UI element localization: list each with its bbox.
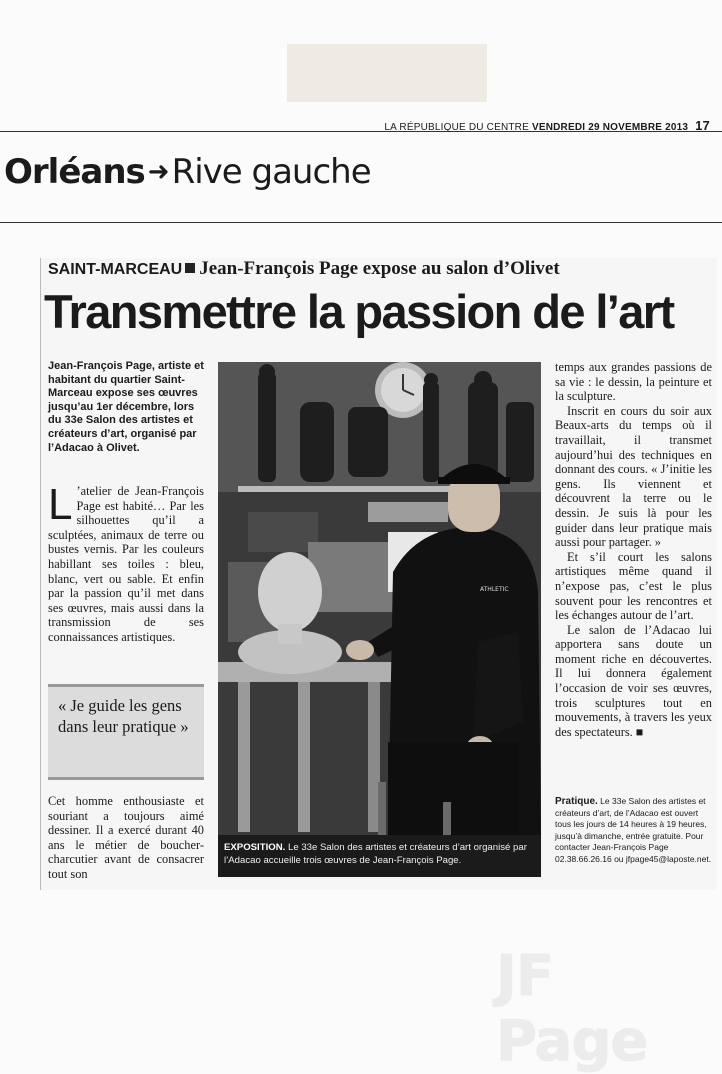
pratique-label: Pratique. [555,796,598,807]
column-1-body: ’atelier de Jean-François Page est habité… Par les silhouettes qu’il a sculptées, animaux de terre ou bustes vernis. Par les couleurs habillant ses toiles : bleu, blanc, vert ou sable. Et enfin par la passion qu’il met dans ses œuvres, mais aussi dans la transmission de ses connaissances artistiques. [48,484,204,644]
pratique-box [555,796,712,865]
column-3-para-3: Et s’il court les salons artistiques même quand il n’expose pas, c’est le plus souvent pour les rencontres et les échanges autour de l’art. [555,549,712,623]
section-area: Rive gauche [171,152,371,192]
masthead [384,118,710,133]
issue-date: VENDREDI 29 NOVEMBRE 2013 [531,122,689,133]
column-3-para-4-text: Le salon de l’Adacao lui apportera sans doute un moment riche en découvertes. Il lui donnera également l’occasion de voir ses œuvres, trois sculptures tout en mouvements, à travers les yeux des spectateurs. [555,622,712,739]
kicker-subtitle: Jean-François Page expose au salon d’Olivet [199,258,560,279]
pull-quote: « Je guide les gens dans leur pratique » [58,696,189,736]
kicker-place: SAINT-MARCEAU [48,261,183,278]
page-number: 17 [695,118,710,133]
column-1-intro [48,480,204,645]
artist-in-studio-image [218,362,541,835]
chapeau: Jean-François Page, artiste et habitant du quartier Saint-Marceau expose ses œuvres jusqu’au 1er décembre, lors du 33e Salon des artistes et créateurs d’art, organisé par l’Adacao à Olivet. [48,360,204,454]
section-header [4,152,371,192]
section-rule [0,222,722,223]
arrow-icon: ➜ [147,157,169,187]
section-city: Orléans [4,152,145,192]
pratique-text: Le 33e Salon des artistes et créateurs d’art, de l’Adacao est ouvert tous les jours de 14 heures à 19 heures, jusqu’à dimanche, entrée gratuite. Pour contacter Jean-François Page 02.38.66.26.16 ou jfpage45@laposte.net. [555,796,712,864]
pull-quote-box [48,684,204,780]
end-mark-icon: ■ [635,724,644,739]
column-3 [555,360,712,739]
column-1-end-text: Cet homme enthousiaste et souriant a toujours aimé dessiner. Il a exercé durant 40 ans le métier de boucher-charcutier avant de consacrer tout son [48,794,204,881]
photo-caption [218,835,541,877]
paper-name: LA RÉPUBLIQUE DU CENTRE [384,122,529,133]
column-3-para-1: temps aux grandes passions de sa vie : le dessin, la peinture et la sculpture. [555,360,712,404]
shirt-text: ATHLETIC [480,586,509,593]
headline: Transmettre la passion de l’art [44,285,674,338]
column-1-end [48,794,204,882]
watermark: JF Page [496,944,648,1074]
column-3-para-2: Inscrit en cours du soir aux Beaux-arts du temps où il travaillait, il transmet aujourd’hui des techniques en donnant des cours. « J’initie les gens. Ils viennent et découvrent la terre ou le dessin. Je suis là pour les guider dans leur pratique mais aussi pour partager. » [555,403,712,550]
square-bullet-icon [185,263,195,273]
column-3-para-4 [555,623,712,740]
caption-label: EXPOSITION. [224,842,286,853]
adhesive-tape [287,44,487,102]
kicker [48,258,560,280]
article-photo [218,362,541,877]
drop-cap: L [48,480,73,529]
caption-text: Le 33e Salon des artistes et créateurs d’art organisé par l’Adacao accueille trois œuvres de Jean-François Page. [224,842,527,866]
